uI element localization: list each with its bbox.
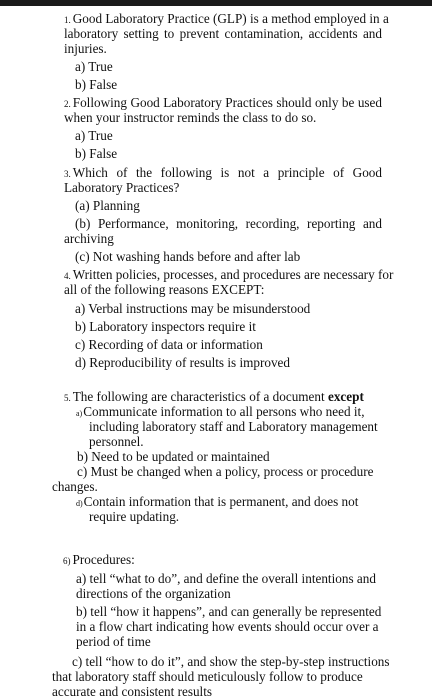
q5-stem-except: except [327, 389, 364, 404]
q3-stem-line2: Laboratory Practices? [64, 180, 180, 195]
q5-option-a-line2: including laboratory staff and Laboratory management [89, 419, 378, 434]
q1-option-b: b) False [75, 77, 118, 92]
q6-option-c-line2: that laboratory staff should meticulously follow to produce [52, 669, 363, 684]
q6-option-c-line1: c) tell “how to do it”, and show the step-by-step instructions [72, 654, 390, 669]
q1-stem-text1: Good Laboratory Practice (GLP) is a method employed in a [72, 11, 389, 26]
q1-stem-line3: injuries. [64, 41, 107, 56]
q2-stem-line2: when your instructor reminds the class to do so. [64, 110, 317, 125]
q3-option-a: (a) Planning [75, 198, 140, 213]
q5-option-c-line1: c) Must be changed when a policy, process or procedure [77, 464, 374, 479]
q2-option-b: b) False [75, 146, 118, 161]
q5-option-c-line2: changes. [52, 479, 98, 494]
q6-option-b-line1: b) tell “how it happens”, and can generally be represented [76, 604, 382, 619]
q3-number: 3. [64, 169, 71, 179]
q1-stem-line2: laboratory setting to prevent contamination, accidents and [64, 26, 382, 41]
q5-option-d-label: d) [76, 499, 83, 508]
q4-option-d: d) Reproducibility of results is improved [75, 355, 290, 370]
q4-option-b: b) Laboratory inspectors require it [75, 319, 256, 334]
q6-option-b-line3: period of time [76, 634, 151, 649]
q6-option-b-line2: in a flow chart indicating how events should occur over a [76, 619, 379, 634]
q2-option-a: a) True [75, 128, 113, 143]
q5-option-a-label: a) [76, 409, 83, 418]
q3-option-b-line2: archiving [64, 231, 114, 246]
q4-option-a: a) Verbal instructions may be misunderstood [75, 301, 311, 316]
q2-number: 2. [64, 99, 71, 109]
q5-stem-text1: The following are characteristics of a document [72, 389, 325, 404]
q3-stem-text1: Which of the following is not a principle of Good [72, 165, 382, 180]
top-dark-border [0, 0, 432, 6]
q4-number: 4. [64, 271, 71, 281]
q6-option-a-line2: directions of the organization [76, 586, 231, 601]
q1-number: 1. [64, 15, 71, 25]
q6-option-a-line1: a) tell “what to do”, and define the overall intentions and [76, 571, 376, 586]
q6-stem-text: Procedures: [72, 552, 135, 567]
q4-stem-line2: all of the following reasons EXCEPT: [64, 282, 265, 297]
q5-option-d-line2: require updating. [89, 509, 180, 524]
q3-option-c: (c) Not washing hands before and after lab [75, 249, 301, 264]
q5-option-a-text1: Communicate information to all persons who need it, [83, 404, 365, 419]
q5-option-d-text1: Contain information that is permanent, and does not [83, 494, 359, 509]
q2-stem-text1: Following Good Laboratory Practices should only be used [72, 95, 382, 110]
q5-number: 5. [64, 393, 71, 403]
q6-stem [63, 552, 135, 569]
q5-option-b: b) Need to be updated or maintained [77, 449, 270, 464]
q6-option-c-line3: accurate and consistent results [52, 684, 213, 699]
q4-stem-text1: Written policies, processes, and procedures are necessary for [72, 267, 394, 282]
q4-option-c: c) Recording of data or information [75, 337, 263, 352]
q5-option-a-line3: personnel. [89, 434, 144, 449]
q6-number: 6) [63, 556, 71, 566]
q3-option-b-line1: (b) Performance, monitoring, recording, reporting and [75, 216, 382, 231]
q1-option-a: a) True [75, 59, 113, 74]
